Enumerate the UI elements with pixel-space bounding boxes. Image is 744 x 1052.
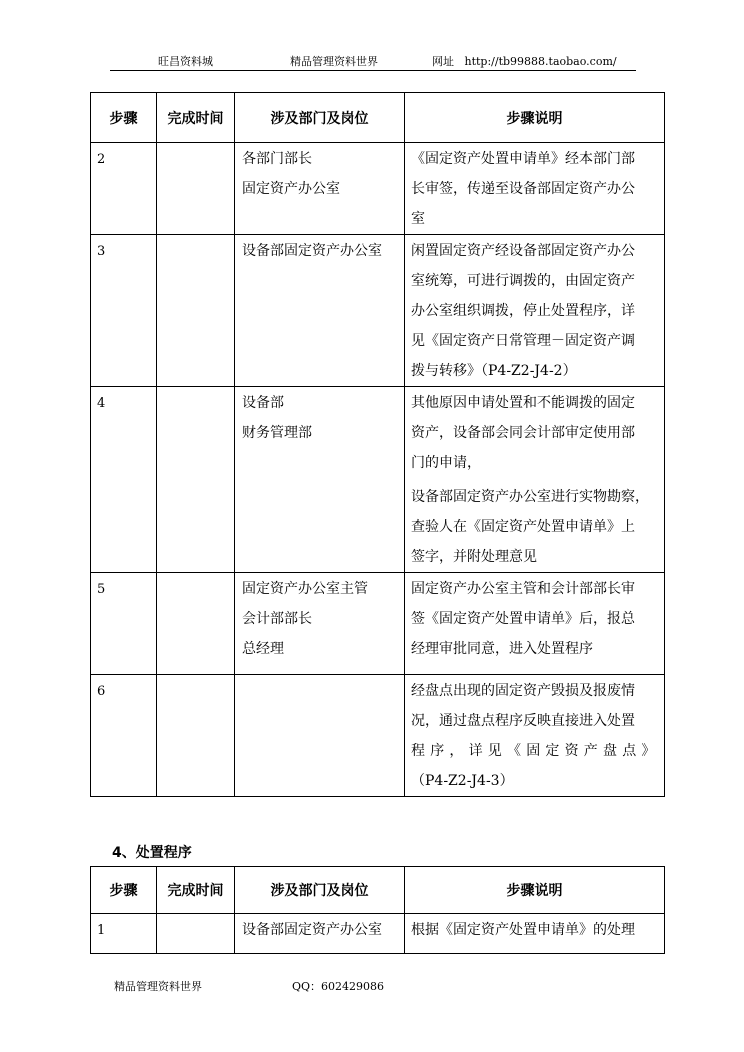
footer-site-name: 精品管理资料世界 xyxy=(114,980,202,993)
table-row xyxy=(91,675,665,797)
header-url-label: 网址 xyxy=(432,55,454,68)
desc-line: 其他原因申请处置和不能调拨的固定 xyxy=(411,395,635,411)
desc-cell xyxy=(405,143,665,235)
desc-line: 办公室组织调拨，停止处置程序，详 xyxy=(411,303,635,319)
table-row xyxy=(91,387,665,573)
desc-line: 资产，设备部会同会计部审定使用部 xyxy=(411,425,635,441)
step-number: 2 xyxy=(91,143,157,235)
dept-cell xyxy=(235,914,405,954)
dept-line: 会计部部长 xyxy=(242,611,312,627)
dept-line: 固定资产办公室 xyxy=(242,181,340,197)
dept-cell xyxy=(235,387,405,573)
desc-line: 签字，并附处理意见 xyxy=(411,549,537,565)
step-number: 6 xyxy=(91,675,157,797)
header-url-link[interactable]: http://tb99888.taobao.com/ xyxy=(464,55,617,68)
disposal-steps-table xyxy=(90,866,665,954)
dept-line: 设备部固定资产办公室 xyxy=(242,243,382,259)
desc-line: 经盘点出现的固定资产毁损及报废情 xyxy=(411,683,635,699)
dept-line: 固定资产办公室主管 xyxy=(242,581,368,597)
col-header-time: 完成时间 xyxy=(157,93,235,143)
step-number: 1 xyxy=(91,914,157,954)
col-header-desc: 步骤说明 xyxy=(405,93,665,143)
desc-line: 见《固定资产日常管理－固定资产调 xyxy=(411,333,635,349)
dept-cell xyxy=(235,235,405,387)
footer-qq: QQ：602429086 xyxy=(292,980,385,993)
step-number: 5 xyxy=(91,573,157,675)
dept-line: 总经理 xyxy=(242,641,284,657)
col-header-step: 步骤 xyxy=(91,867,157,914)
step-number: 4 xyxy=(91,387,157,573)
desc-cell xyxy=(405,675,665,797)
dept-line: 财务管理部 xyxy=(242,425,312,441)
desc-line: （P4-Z2-J4-3） xyxy=(411,773,514,789)
desc-line: 室统筹，可进行调拨的，由固定资产 xyxy=(411,273,635,289)
dept-line: 设备部固定资产办公室 xyxy=(242,922,382,938)
desc-cell xyxy=(405,235,665,387)
completion-time xyxy=(157,143,235,235)
page-header xyxy=(110,50,636,71)
completion-time xyxy=(157,573,235,675)
steps-table xyxy=(90,92,665,797)
dept-cell xyxy=(235,573,405,675)
desc-line: 根据《固定资产处置申请单》的处理 xyxy=(411,922,635,938)
table-header-row xyxy=(91,867,665,914)
col-header-depts: 涉及部门及岗位 xyxy=(235,93,405,143)
desc-line: 经理审批同意，进入处置程序 xyxy=(411,641,593,657)
completion-time xyxy=(157,914,235,954)
desc-line: 签《固定资产处置申请单》后，报总 xyxy=(411,611,635,627)
table-row xyxy=(91,573,665,675)
desc-line: 长审签，传递至设备部固定资产办公 xyxy=(411,181,635,197)
desc-cell xyxy=(405,387,665,573)
desc-cell xyxy=(405,573,665,675)
desc-line: 闲置固定资产经设备部固定资产办公 xyxy=(411,243,635,259)
step-number: 3 xyxy=(91,235,157,387)
dept-line: 各部门部长 xyxy=(242,151,312,167)
dept-line: 设备部 xyxy=(242,395,284,411)
table-header-row xyxy=(91,93,665,143)
desc-line: 门的申请， xyxy=(411,455,481,471)
section-title: 4、处置程序 xyxy=(112,845,192,861)
dept-cell xyxy=(235,143,405,235)
col-header-depts: 涉及部门及岗位 xyxy=(235,867,405,914)
header-url xyxy=(432,53,617,69)
header-site-name: 旺昌资料城 xyxy=(158,55,213,68)
table-row xyxy=(91,143,665,235)
col-header-time: 完成时间 xyxy=(157,867,235,914)
desc-line: 固定资产办公室主管和会计部部长审 xyxy=(411,581,635,597)
completion-time xyxy=(157,235,235,387)
desc-line: 室 xyxy=(411,211,425,227)
col-header-step: 步骤 xyxy=(91,93,157,143)
col-header-desc: 步骤说明 xyxy=(405,867,665,914)
table-row xyxy=(91,914,665,954)
completion-time xyxy=(157,387,235,573)
desc-line: 设备部固定资产办公室进行实物勘察， xyxy=(411,489,649,505)
table-row xyxy=(91,235,665,387)
desc-line: 程序，详见《固定资产盘点》 xyxy=(411,743,661,759)
desc-line: 《固定资产处置申请单》经本部门部 xyxy=(411,151,635,167)
desc-line: 查验人在《固定资产处置申请单》上 xyxy=(411,519,635,535)
dept-cell xyxy=(235,675,405,797)
desc-line: 拨与转移》（P4-Z2-J4-2） xyxy=(411,363,577,379)
desc-cell xyxy=(405,914,665,954)
desc-line: 况，通过盘点程序反映直接进入处置 xyxy=(411,713,635,729)
completion-time xyxy=(157,675,235,797)
header-subtitle: 精品管理资料世界 xyxy=(290,55,378,68)
